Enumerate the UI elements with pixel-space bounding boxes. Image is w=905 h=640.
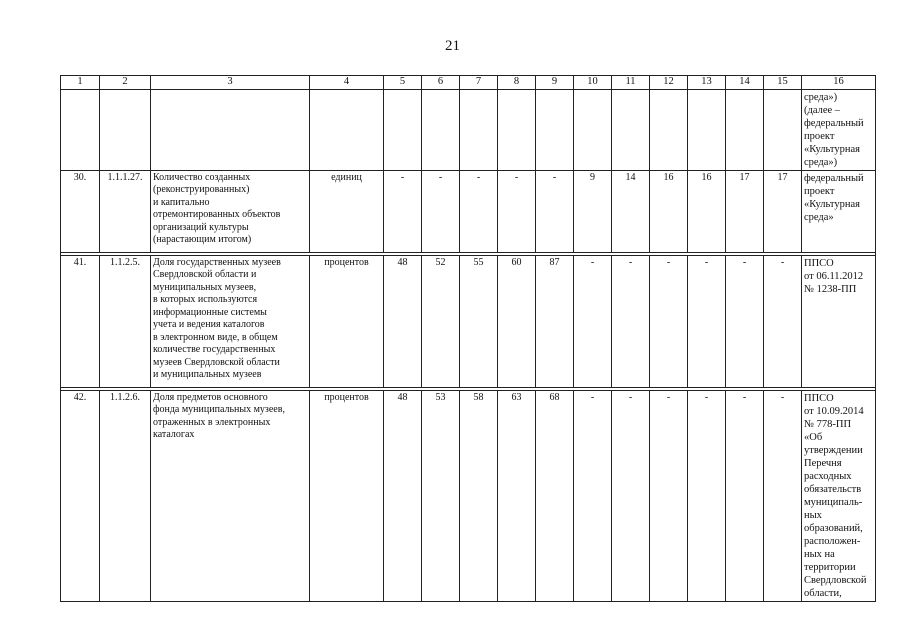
table-row: [61, 89, 876, 170]
table-cell-col-5: 48: [384, 255, 422, 387]
column-number-9: 9: [536, 76, 574, 90]
table-cell-col-9: [536, 89, 574, 170]
table-cell-col-5: 48: [384, 390, 422, 601]
table-cell-col-13: -: [688, 255, 726, 387]
table-cell-col-1: [61, 89, 100, 170]
table-row: [61, 390, 876, 601]
table-cell-col-12: [650, 89, 688, 170]
table-cell-col-16: ППСО от 10.09.2014 № 778-ПП «Об утверждении Перечня расходных обязательств муниципаль- ных образований, расположен- ных на территории Свердловской области,: [802, 390, 876, 601]
table-cell-col-15: [764, 89, 802, 170]
table-row: [61, 170, 876, 252]
table-cell-col-2: [100, 89, 151, 170]
column-number-5: 5: [384, 76, 422, 90]
table-cell-col-15: 17: [764, 170, 802, 252]
table-cell-col-9: -: [536, 170, 574, 252]
table-cell-col-8: -: [498, 170, 536, 252]
table-cell-col-6: 53: [422, 390, 460, 601]
table-cell-col-2: 1.1.1.27.: [100, 170, 151, 252]
table-cell-col-3: Количество созданных (реконструированных) и капитально отремонтированных объектов организаций культуры (нарастающим итогом): [151, 170, 310, 252]
table-cell-col-1: 30.: [61, 170, 100, 252]
column-number-14: 14: [726, 76, 764, 90]
table-cell-col-6: -: [422, 170, 460, 252]
table-cell-col-15: -: [764, 390, 802, 601]
table-cell-col-14: 17: [726, 170, 764, 252]
table-cell-col-8: [498, 89, 536, 170]
column-number-1: 1: [61, 76, 100, 90]
table-cell-col-9: 68: [536, 390, 574, 601]
table-cell-col-1: 41.: [61, 255, 100, 387]
table-cell-col-16: среда») (далее – федеральный проект «Культурная среда»): [802, 89, 876, 170]
column-number-13: 13: [688, 76, 726, 90]
table-cell-col-8: 60: [498, 255, 536, 387]
column-number-2: 2: [100, 76, 151, 90]
column-number-header-row: [61, 76, 876, 90]
table-cell-col-5: [384, 89, 422, 170]
table-row: [61, 255, 876, 387]
table-cell-col-5: -: [384, 170, 422, 252]
column-number-10: 10: [574, 76, 612, 90]
table-cell-col-10: [574, 89, 612, 170]
table-cell-col-16: ППСО от 06.11.2012 № 1238-ПП: [802, 255, 876, 387]
table-cell-col-13: -: [688, 390, 726, 601]
table-cell-col-1: 42.: [61, 390, 100, 601]
column-number-16: 16: [802, 76, 876, 90]
table-cell-col-6: 52: [422, 255, 460, 387]
table-cell-col-4: [310, 89, 384, 170]
table-cell-col-12: -: [650, 255, 688, 387]
table-cell-col-7: [460, 89, 498, 170]
table-cell-col-2: 1.1.2.6.: [100, 390, 151, 601]
table-cell-col-3: Доля предметов основного фонда муниципальных музеев, отраженных в электронных каталогах: [151, 390, 310, 601]
table-cell-col-13: 16: [688, 170, 726, 252]
table-cell-col-16: федеральный проект «Культурная среда»: [802, 170, 876, 252]
table-cell-col-10: 9: [574, 170, 612, 252]
page-number: 21: [445, 38, 460, 54]
table-cell-col-3: Доля государственных музеев Свердловской области и муниципальных музеев, в которых используются информационные системы учета и ведения каталогов в электронном виде, в общем количестве государственных музеев Свердловской области и муниципальных музеев: [151, 255, 310, 387]
column-number-6: 6: [422, 76, 460, 90]
table-cell-col-13: [688, 89, 726, 170]
table-cell-col-4: процентов: [310, 390, 384, 601]
table-cell-col-4: процентов: [310, 255, 384, 387]
table-cell-col-8: 63: [498, 390, 536, 601]
table-cell-col-11: [612, 89, 650, 170]
table-cell-col-4: единиц: [310, 170, 384, 252]
column-number-8: 8: [498, 76, 536, 90]
table-cell-col-7: 58: [460, 390, 498, 601]
table-cell-col-6: [422, 89, 460, 170]
indicator-table: [60, 75, 876, 602]
table-cell-col-10: -: [574, 255, 612, 387]
column-number-12: 12: [650, 76, 688, 90]
column-number-11: 11: [612, 76, 650, 90]
table-cell-col-11: -: [612, 255, 650, 387]
table-cell-col-2: 1.1.2.5.: [100, 255, 151, 387]
table-cell-col-15: -: [764, 255, 802, 387]
table-cell-col-7: 55: [460, 255, 498, 387]
table-cell-col-14: -: [726, 255, 764, 387]
table-cell-col-14: [726, 89, 764, 170]
column-number-15: 15: [764, 76, 802, 90]
table-cell-col-10: -: [574, 390, 612, 601]
column-number-7: 7: [460, 76, 498, 90]
column-number-4: 4: [310, 76, 384, 90]
table-cell-col-14: -: [726, 390, 764, 601]
table-cell-col-11: -: [612, 390, 650, 601]
table-cell-col-12: 16: [650, 170, 688, 252]
column-number-3: 3: [151, 76, 310, 90]
table-cell-col-12: -: [650, 390, 688, 601]
table-cell-col-11: 14: [612, 170, 650, 252]
table-cell-col-7: -: [460, 170, 498, 252]
table-cell-col-9: 87: [536, 255, 574, 387]
table-cell-col-3: [151, 89, 310, 170]
